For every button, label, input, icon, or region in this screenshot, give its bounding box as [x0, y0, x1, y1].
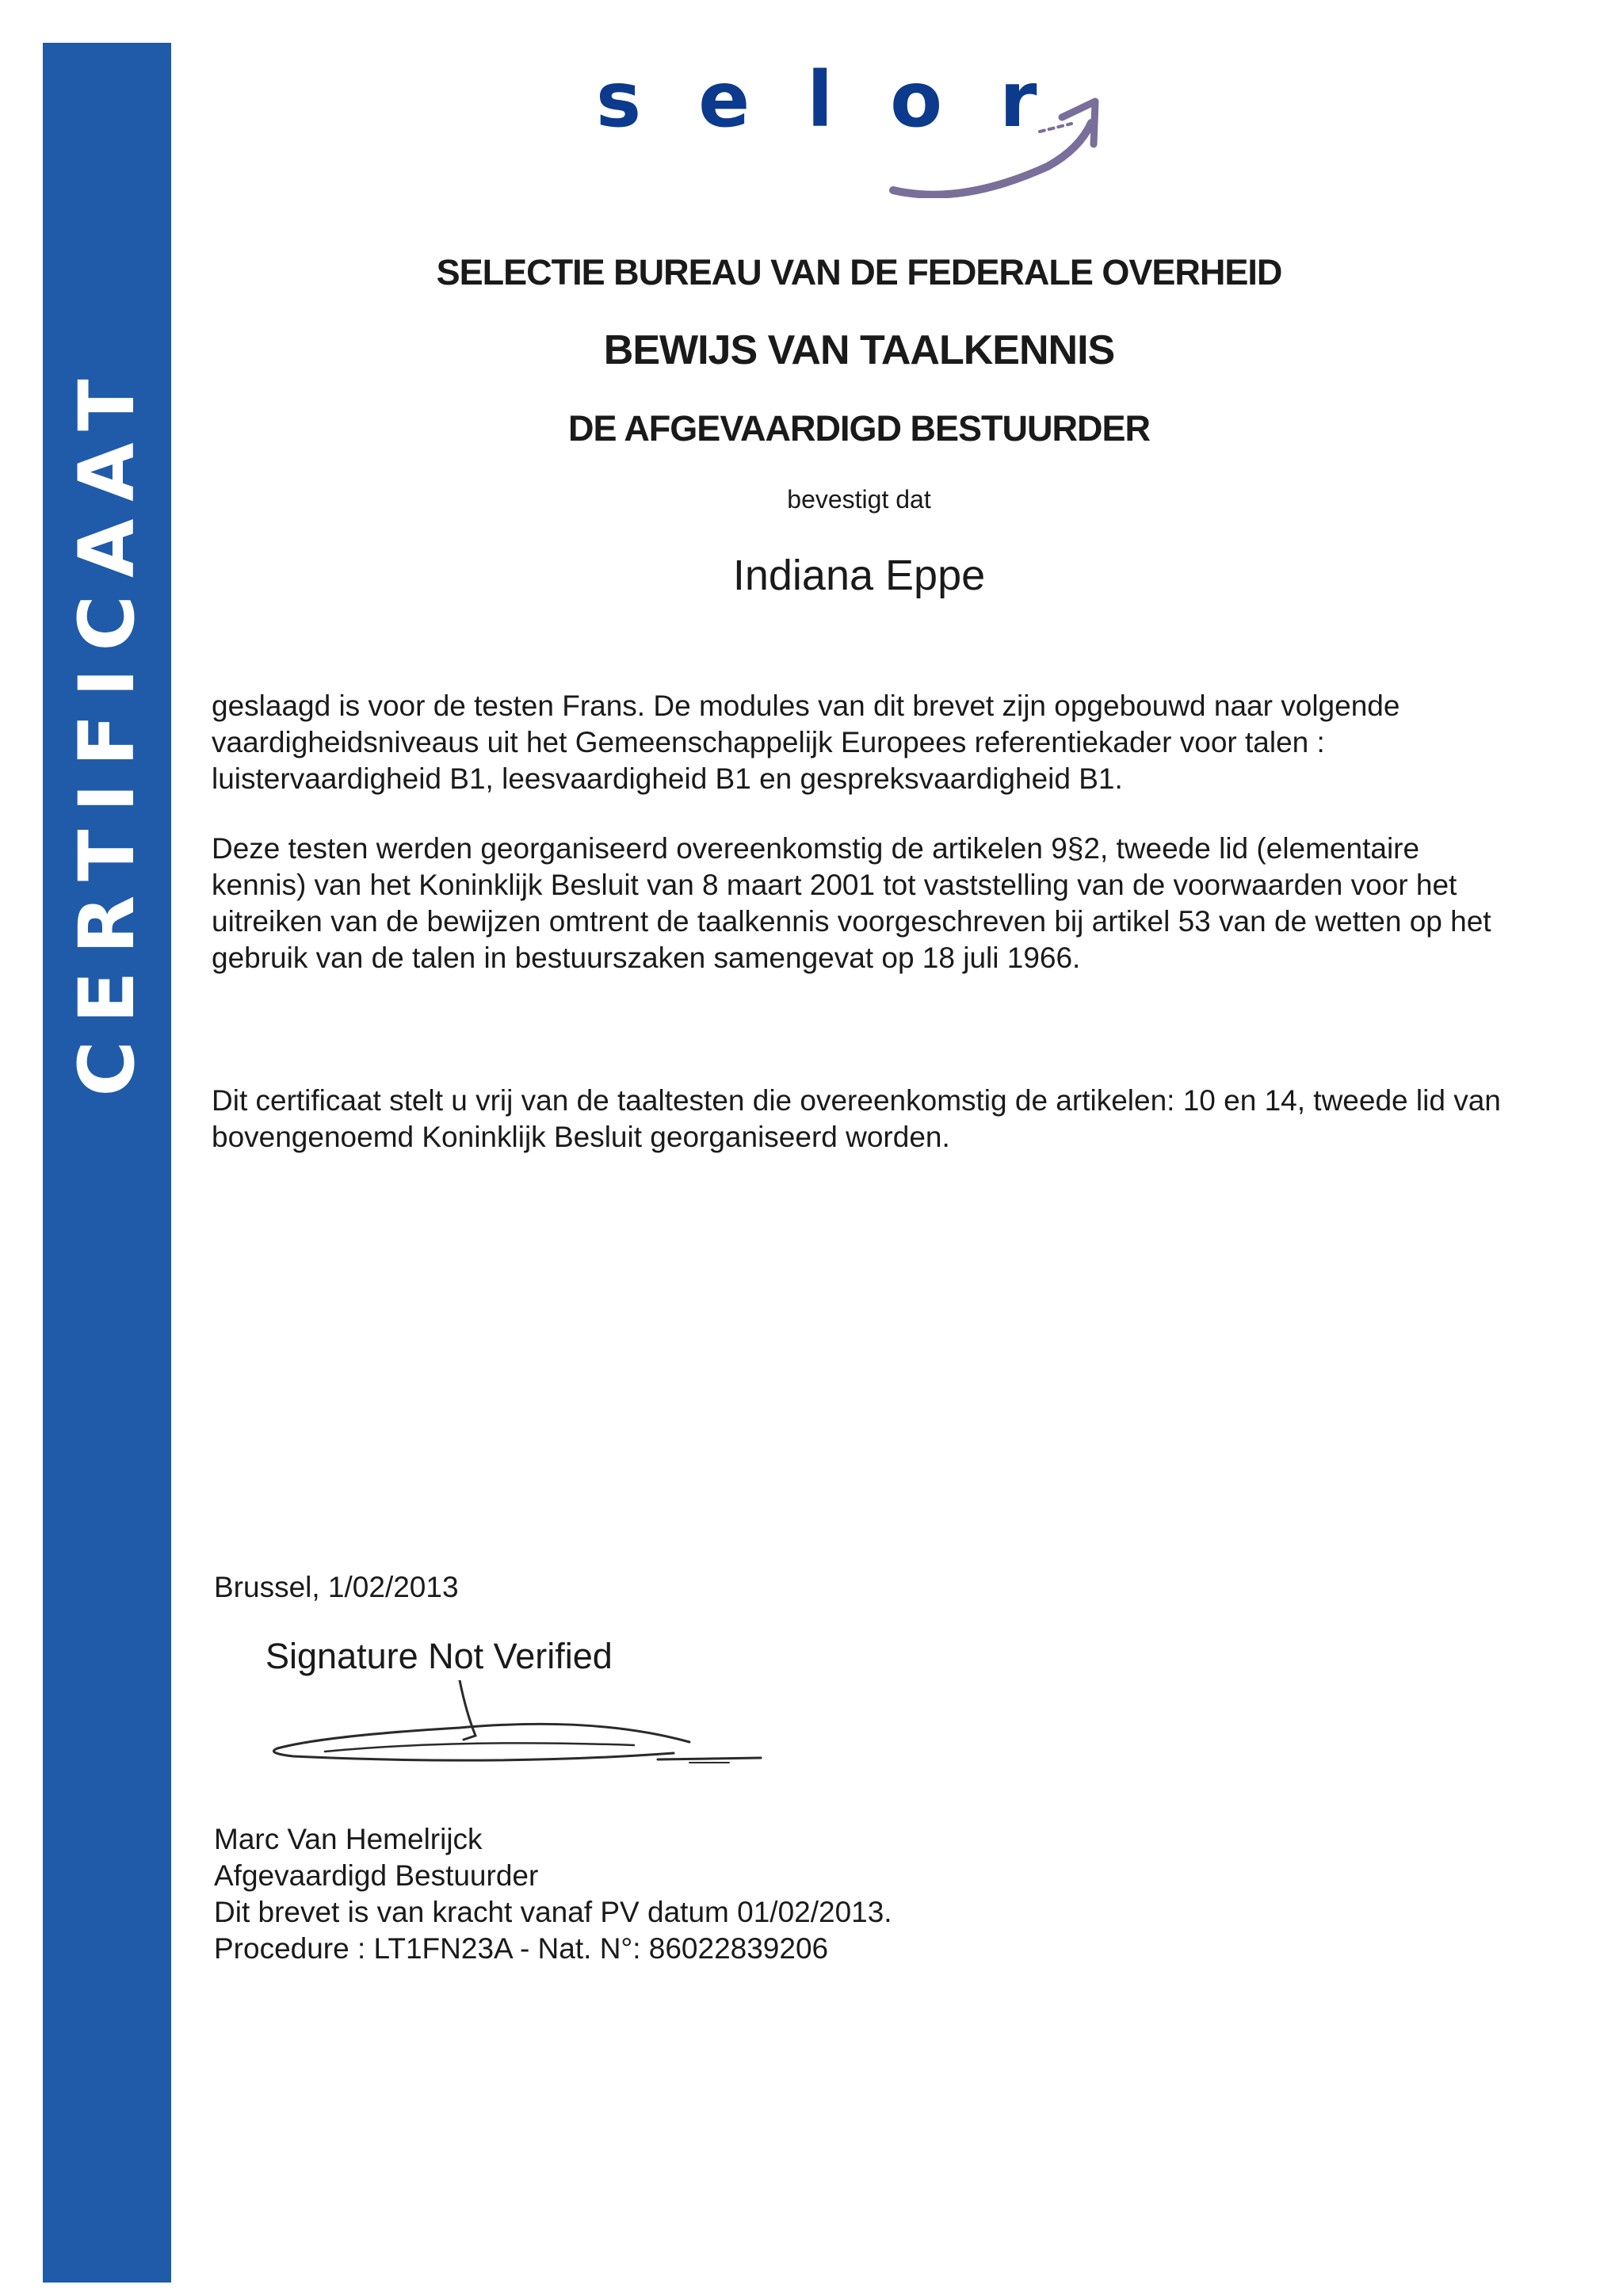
document-title: BEWIJS VAN TAALKENNIS	[603, 327, 1115, 373]
procedure-reference: Procedure : LT1FN23A - Nat. N°: 86022839206	[214, 1932, 829, 1965]
issuer-heading: DE AFGEVAARDIGD BESTUURDER	[567, 408, 1151, 449]
logo-wordmark: selor	[596, 55, 1094, 144]
signature-status-label: Signature Not Verified	[265, 1636, 613, 1676]
confirms-text: bevestigt dat	[787, 485, 931, 514]
handwritten-signature	[262, 1680, 769, 1783]
selor-logo	[596, 55, 1103, 198]
sidebar-label: CERTIFICAAT	[63, 361, 151, 1097]
signer-role: Afgevaardigd Bestuurder	[214, 1859, 539, 1892]
place-date: Brussel, 1/02/2013	[214, 1571, 459, 1603]
exemption-paragraph: Dit certificaat stelt u vrij van de taaltesten die overeenkomstig de artikelen: 10 en 14, tweede lid van bovengenoemd Koninklijk Besluit georganiseerd worden.	[212, 1084, 1501, 1153]
validity-statement: Dit brevet is van kracht vanaf PV datum 01/02/2013.	[214, 1896, 892, 1928]
legal-basis-paragraph: Deze testen werden georganiseerd overeenkomstig de artikelen 9§2, tweede lid (elementaire kennis) van het Koninklijk Besluit van 8 maart 2001 tot vaststelling van de voorwaarden voor het uitreiken van de bewijzen omtrent de taalkennis voorgeschreven bij artikel 53 van de wetten op het gebruik van de talen in bestuurszaken samengevat op 18 juli 1966.	[212, 832, 1491, 974]
organization-heading: SELECTIE BUREAU VAN DE FEDERALE OVERHEID	[436, 252, 1282, 292]
logo-swoosh-icon	[596, 55, 1103, 198]
recipient-name: Indiana Eppe	[732, 552, 986, 599]
signer-name: Marc Van Hemelrijck	[214, 1823, 483, 1855]
result-paragraph: geslaagd is voor de testen Frans. De modules van dit brevet zijn opgebouwd naar volgende vaardigheidsniveaus uit het Gemeenschappelijk Europees referentiekader voor talen : luistervaardigheid B1, leesvaardigheid B1 en gespreksvaardigheid B1.	[212, 690, 1400, 795]
